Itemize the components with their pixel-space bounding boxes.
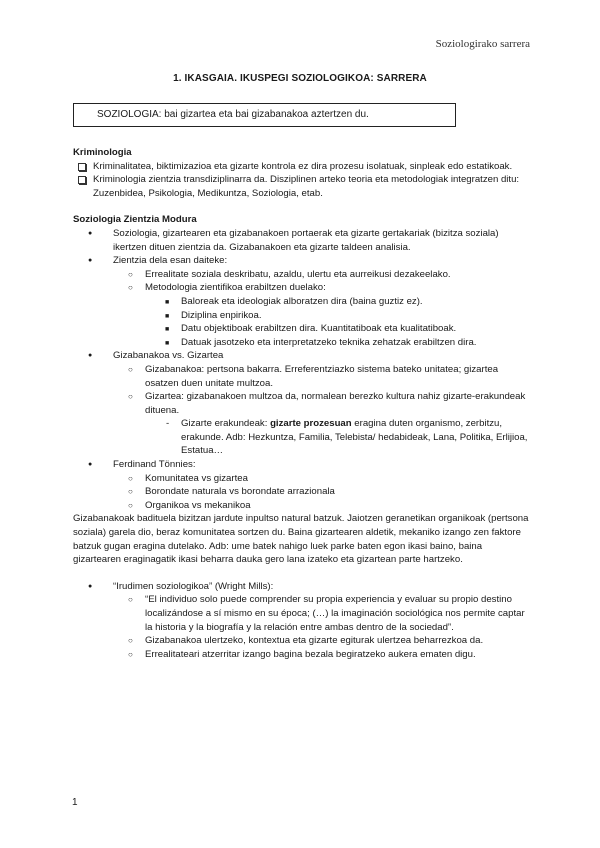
sub-bullet-item: ○ Gizartea: gizabanakoen multzoa da, normalean berezko kultura nahiz gizarte-erakundeak dituena. <box>73 390 530 417</box>
bullet-item: ● Ferdinand Tönnies: <box>73 458 530 472</box>
bullet-item: ● Gizabanakoa vs. Gizartea <box>73 349 530 363</box>
sub-bullet-item: ○ Gizabanakoa ulertzeko, kontextua eta gizarte egiturak ulertzea beharrezkoa da. <box>73 634 530 648</box>
running-header: Soziologirako sarrera <box>435 38 530 50</box>
bullet-item: ● Soziologia, gizartearen eta gizabanakoen portaerak eta gizarte gertakariak (bizitza soziala) ikertzen dituen zientzia da. Gizabanakoen eta gizarte taldeen analisia. <box>73 227 530 254</box>
document-body <box>73 146 530 661</box>
sub-bullet-item: ○ Organikoa vs mekanikoa <box>73 499 530 513</box>
sub-bullet-item: ○ Borondate naturala vs borondate arrazionala <box>73 485 530 499</box>
dash-item-prefix: Gizarte erakundeak: <box>181 418 271 430</box>
sub-bullet-item: ○ “El individuo solo puede comprender su propia experiencia y evaluar su propio destino localizándose a sí mismo en su época; (…) la imaginación sociológica nos permite captar la historia y la biografía y la relación entre ambas dentro de la sociedad”. <box>73 593 530 634</box>
sub-bullet-item: ○ Komunitatea vs gizartea <box>73 472 530 486</box>
sub-bullet-item: ○ Metodologia zientifikoa erabiltzen duelako: <box>73 281 530 295</box>
sub-sub-bullet-item: ■ Datuak jasotzeko eta interpretatzeko teknika zehatzak erabiltzen dira. <box>73 336 530 350</box>
kriminologia-list <box>73 160 530 201</box>
definition-box <box>73 103 456 127</box>
list-item: Kriminalitatea, biktimizazioa eta gizarte kontrola ez dira prozesu isolatuak, sinpleak edo estatikoak. <box>73 160 530 174</box>
sub-sub-bullet-item: ■ Datu objektiboak erabiltzen dira. Kuantitatiboak eta kualitatiboak. <box>73 322 530 336</box>
dash-item-bold: gizarte prozesuan <box>270 418 352 430</box>
list-item: Kriminologia zientzia transdiziplinarra da. Disziplinen arteko teoria eta metodologiak integratzen ditu: Zuzenbidea, Psikologia, Medikuntza, Soziologia, etab. <box>73 173 530 200</box>
sub-bullet-item: ○ Errealitateari atzerritar izango bagina bezala begiratzeko aukera ematen digu. <box>73 648 530 662</box>
page-title: 1. IKASGAIA. IKUSPEGI SOZIOLOGIKOA: SARRERA <box>173 73 427 84</box>
zientzia-list <box>73 227 530 512</box>
sub-bullet-item: ○ Gizabanakoa: pertsona bakarra. Erreferentziazko sistema bateko unitatea; gizartea osatzen duen unitate multzoa. <box>73 363 530 390</box>
dash-item-rest: eragina duten organismo, zerbitzu, erakunde. Adb: Hezkuntza, Familia, Telebista/ hedabideak, Lana, Politika, Erlijioa, Estatua… <box>181 418 528 457</box>
sub-sub-bullet-item: ■ Baloreak eta ideologiak alboratzen dira (baina guztiz ez). <box>73 295 530 309</box>
dash-item <box>73 417 530 458</box>
section-heading-zientzia: Soziologia Zientzia Modura <box>73 214 197 226</box>
bullet-item: ● “Irudimen soziologikoa” (Wright Mills): <box>73 580 530 594</box>
sub-bullet-item: ○ Errealitate soziala deskribatu, azaldu, ulertu eta aurreikusi dezakeelako. <box>73 268 530 282</box>
page-number: 1 <box>72 797 78 808</box>
body-paragraph: Gizabanakoak badituela bizitzan jardute inpultso natural batzuk. Jaiotzen geranetikan organikoak (pertsona soziala) garela dio, beraz komunitatea sortzen du. Baina gizartearen aldetik, mekaniko izango zen faktore batzuk gugan eragina dutelako. Adb: ume batek nahigo luek parke baten egon ikasi baino, baina gizartearen eraginagatik ikasi beharra dauka gero lana izateko eta gizartean parte hartzeko. <box>73 513 529 566</box>
bullet-item: ● Zientzia dela esan daiteke: <box>73 254 530 268</box>
section-heading-kriminologia: Kriminologia <box>73 147 132 158</box>
irudimen-list <box>73 580 530 662</box>
definition-text: SOZIOLOGIA: bai gizartea eta bai gizabanakoa aztertzen du. <box>97 109 369 120</box>
sub-sub-bullet-item: ■ Diziplina enpirikoa. <box>73 309 530 323</box>
